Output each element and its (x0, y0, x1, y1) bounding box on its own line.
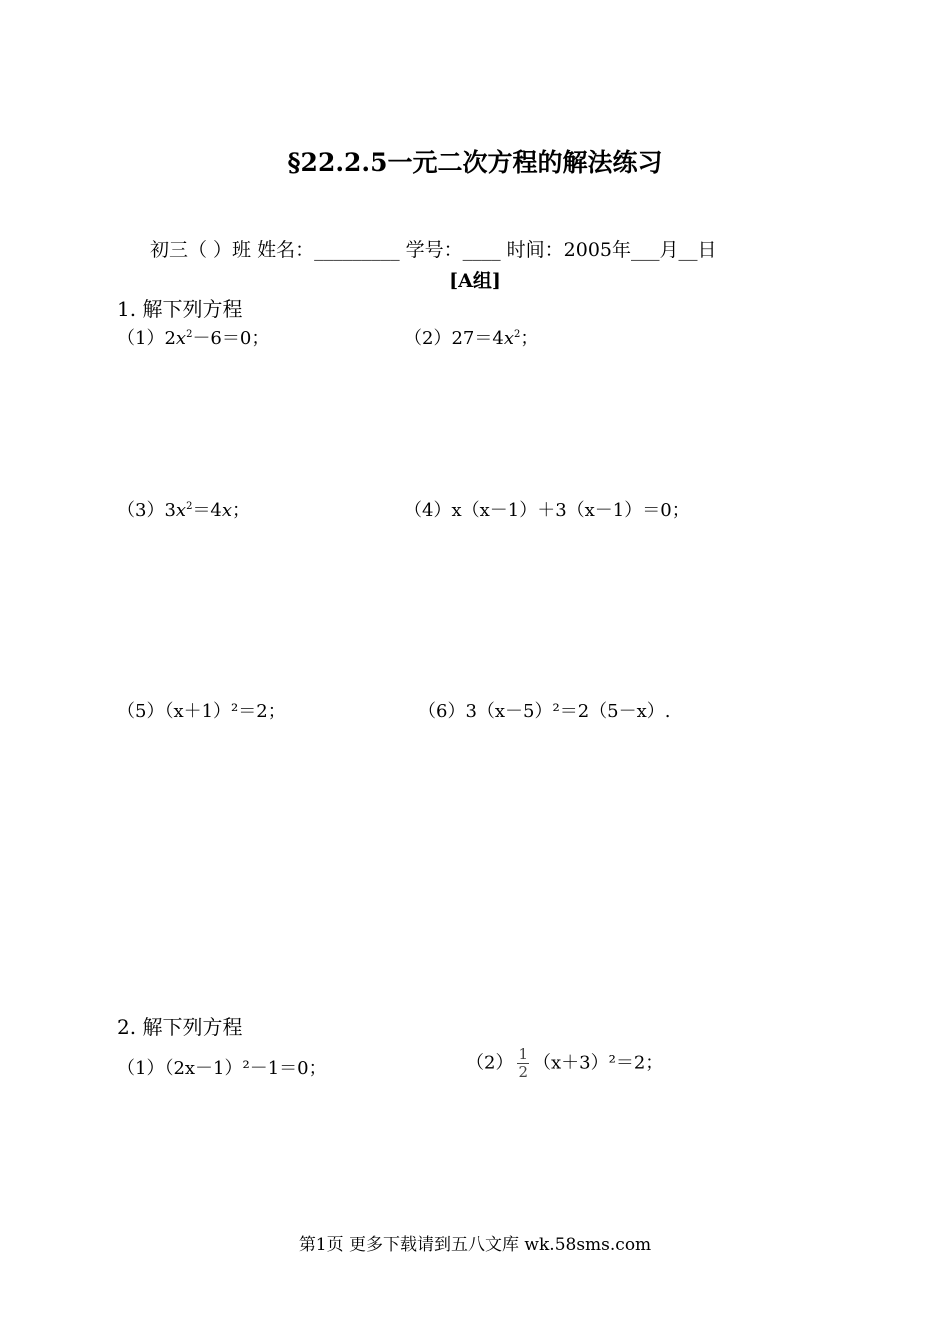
problem-1-4: （4）x（x－1）＋3（x－1）＝0； (404, 500, 690, 521)
fraction-one-half: $\frac{1}{2}$ (518, 1045, 528, 1081)
problem-1-6: （6）3（x－5）²＝2（5－x）. (418, 701, 671, 722)
page-title: §22.2.5一元二次方程的解法练习 (287, 148, 663, 177)
section-1-heading: 1. 解下列方程 (117, 297, 243, 321)
problem-1-1: $(1)2x^2-6=0$； (117, 328, 270, 349)
page-footer: 第1页 更多下载请到五八文库 wk.58sms.com (298, 1235, 652, 1255)
group-label: [A组] (449, 270, 501, 292)
problem-1-3: $(3)3x^2=4x$； (117, 500, 251, 521)
problem-2-1: （1）（2x－1）²－1＝0； (117, 1058, 327, 1079)
student-info-line: 初三（ ）班 姓名：_________ 学号：____ 时间：2005年___月__日 (150, 239, 717, 261)
problem-2-2: （2） $\frac{1}{2}$ （x＋3）²＝2； (466, 1045, 664, 1081)
section-2-heading: 2. 解下列方程 (117, 1015, 243, 1039)
problem-1-5: （5）（x＋1）²＝2； (117, 701, 286, 722)
problem-1-2: $(2)27=4x^2$； (404, 328, 539, 349)
